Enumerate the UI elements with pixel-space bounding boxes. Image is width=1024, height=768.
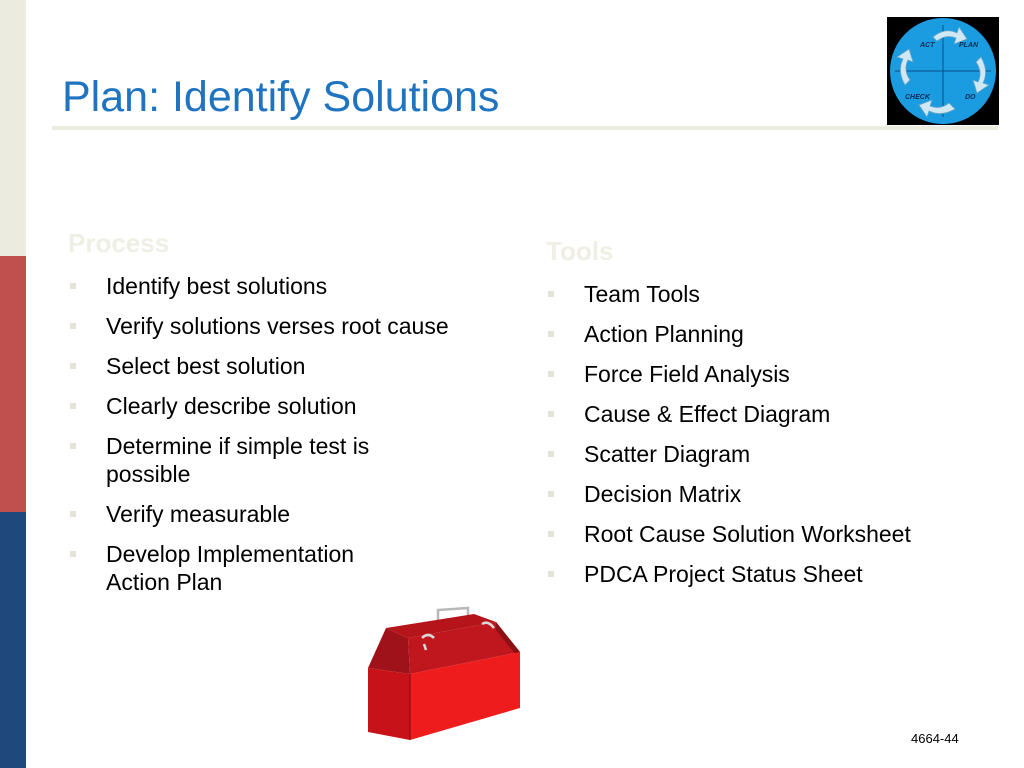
slide-title: Plan: Identify Solutions xyxy=(62,73,500,121)
title-underline xyxy=(52,126,998,130)
bullet-square-icon xyxy=(70,363,76,369)
pdca-act-label: ACT xyxy=(920,42,935,49)
side-bar-blue-segment xyxy=(0,512,26,768)
list-item xyxy=(68,312,508,340)
list-item-text: Clearly describe solution xyxy=(106,393,357,419)
bullet-square-icon xyxy=(70,283,76,289)
list-item-text: Determine if simple test is possible xyxy=(106,433,370,487)
list-item xyxy=(546,360,986,388)
list-item xyxy=(546,440,986,468)
list-item xyxy=(68,500,508,528)
bullet-square-icon xyxy=(70,403,76,409)
bullet-square-icon xyxy=(548,291,554,297)
process-list xyxy=(68,272,508,608)
list-item-text: Force Field Analysis xyxy=(584,361,790,387)
list-item xyxy=(546,520,986,548)
list-item-text: Identify best solutions xyxy=(106,273,328,299)
list-item xyxy=(546,560,986,588)
slide-number: 4664-44 xyxy=(911,731,959,746)
list-item-text: Cause & Effect Diagram xyxy=(584,401,831,427)
list-item-text: Decision Matrix xyxy=(584,481,742,507)
list-item-text: Root Cause Solution Worksheet xyxy=(584,521,911,547)
pdca-plan-label: PLAN xyxy=(959,42,979,49)
list-item-text: Verify measurable xyxy=(106,501,291,527)
bullet-square-icon xyxy=(70,551,76,557)
bullet-square-icon xyxy=(548,331,554,337)
list-item xyxy=(546,400,986,428)
bullet-square-icon xyxy=(548,451,554,457)
list-item xyxy=(546,320,986,348)
pdca-check-label: CHECK xyxy=(905,94,930,101)
bullet-square-icon xyxy=(548,371,554,377)
tools-heading: Tools xyxy=(546,236,614,266)
bullet-square-icon xyxy=(548,531,554,537)
side-bar-red-segment xyxy=(0,256,26,512)
list-item xyxy=(68,352,508,380)
pdca-do-label: DO xyxy=(965,94,976,101)
side-color-bar xyxy=(0,0,26,768)
tools-list xyxy=(546,280,986,600)
process-heading: Process xyxy=(68,228,170,258)
bullet-square-icon xyxy=(548,571,554,577)
list-item xyxy=(546,480,986,508)
list-item-text: PDCA Project Status Sheet xyxy=(584,561,863,587)
bullet-square-icon xyxy=(548,411,554,417)
bullet-square-icon xyxy=(70,323,76,329)
list-item xyxy=(68,432,416,488)
bullet-square-icon xyxy=(70,443,76,449)
list-item xyxy=(68,540,416,596)
list-item-text: Action Planning xyxy=(584,321,744,347)
list-item xyxy=(68,272,508,300)
bullet-square-icon xyxy=(70,511,76,517)
list-item xyxy=(546,280,986,308)
list-item xyxy=(68,392,508,420)
list-item-text: Develop Implementation Action Plan xyxy=(106,541,355,595)
list-item-text: Verify solutions verses root cause xyxy=(106,313,449,339)
list-item-text: Scatter Diagram xyxy=(584,441,751,467)
side-bar-cream-segment xyxy=(0,0,26,256)
list-item-text: Team Tools xyxy=(584,281,700,307)
toolbox-icon xyxy=(364,604,524,742)
pdca-cycle-icon xyxy=(887,17,999,125)
bullet-square-icon xyxy=(548,491,554,497)
list-item-text: Select best solution xyxy=(106,353,306,379)
